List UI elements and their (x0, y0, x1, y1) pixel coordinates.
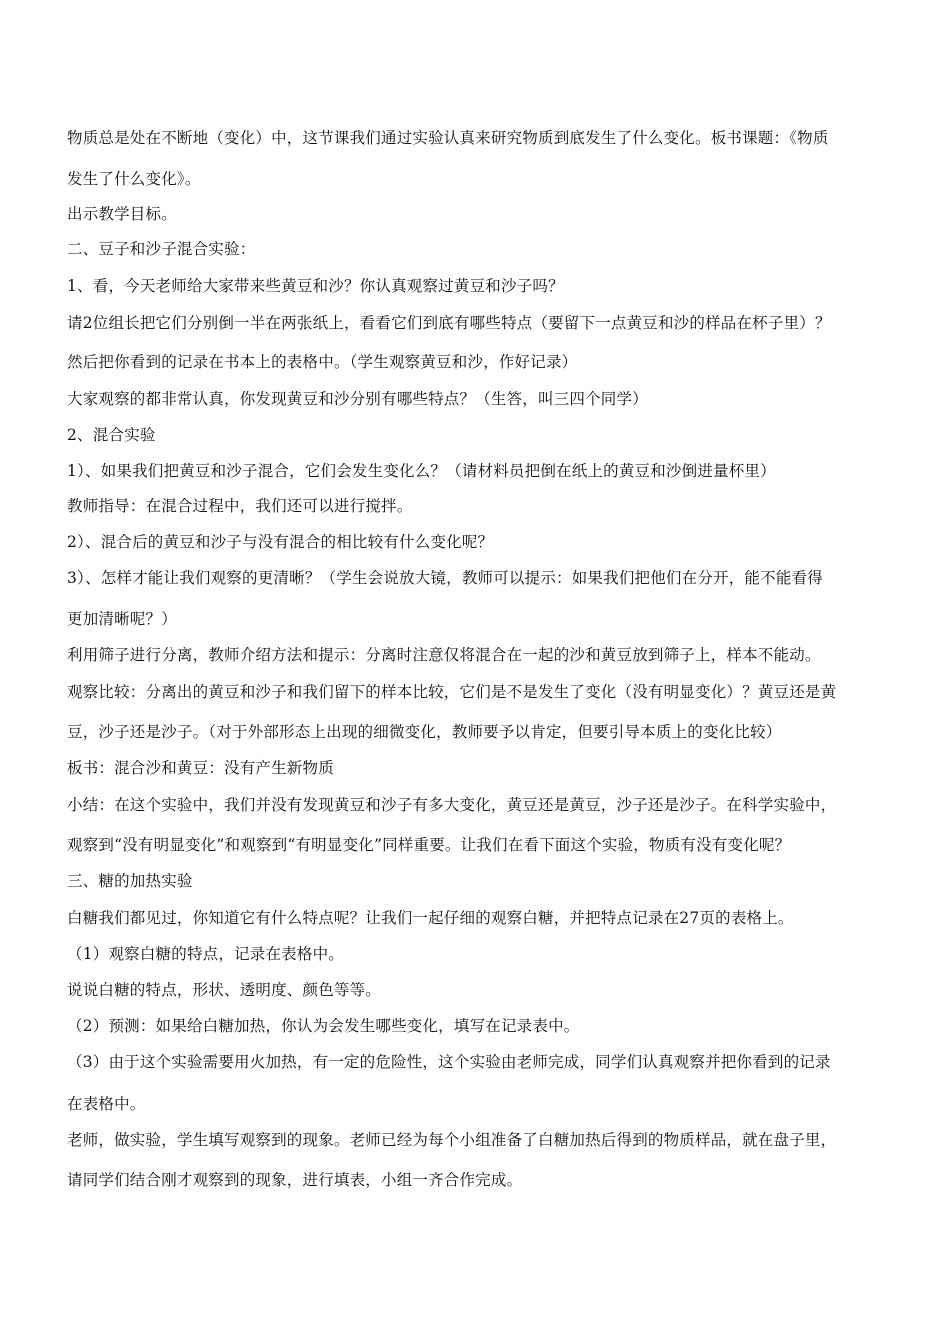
text-line-23: （1）观察白糖的特点，记录在表格中。 (67, 945, 344, 963)
text-line-10: 1）、如果我们把黄豆和沙子混合，它们会发生变化么？（请材料员把倒在纸上的黄豆和沙倒进量杯里） (67, 462, 776, 480)
subsection-heading-mixing: 2、混合实验 (67, 426, 156, 444)
text-line-2: 发生了什么变化》。 (67, 170, 201, 188)
text-line-8: 大家观察的都非常认真，你发现黄豆和沙分别有哪些特点？（生答，叫三四个同学） (67, 390, 648, 408)
text-line-6: 请2位组长把它们分别倒一半在两张纸上，看看它们到底有哪些特点（要留下一点黄豆和沙的样品在杯子里）？ (67, 314, 831, 332)
text-line-24: 说说白糖的特点，形状、透明度、颜色等等。 (67, 981, 382, 999)
text-line-12: 2）、混合后的黄豆和沙子与没有混合的相比较有什么变化呢？ (67, 533, 494, 551)
text-line-3: 出示教学目标。 (67, 205, 177, 223)
section-heading-beans-sand: 二、豆子和沙子混合实验： (67, 240, 256, 258)
text-line-29: 请同学们结合刚才观察到的现象，进行填表，小组一齐合作完成。 (67, 1171, 523, 1189)
section-heading-sugar-heating: 三、糖的加热实验 (67, 872, 193, 890)
text-line-13: 3）、怎样才能让我们观察的更清晰？（学生会说放大镜，教师可以提示：如果我们把他们在分开，能不能看得 (67, 569, 823, 587)
text-line-5: 1、看，今天老师给大家带来些黄豆和沙？你认真观察过黄豆和沙子吗？ (67, 277, 564, 295)
text-line-16: 观察比较：分离出的黄豆和沙子和我们留下的样本比较，它们是不是发生了变化（没有明显变化）？黄豆还是黄 (67, 683, 837, 701)
text-line-1: 物质总是处在不断地（变化）中，这节课我们通过实验认真来研究物质到底发生了什么变化。板书课题：《物质 (67, 129, 829, 147)
text-line-28: 老师，做实验，学生填写观察到的现象。老师已经为每个小组准备了白糖加热后得到的物质样品，就在盘子里， (67, 1131, 837, 1149)
text-line-15: 利用筛子进行分离，教师介绍方法和提示：分离时注意仅将混合在一起的沙和黄豆放到筛子上，样本不能动。 (67, 646, 821, 664)
text-line-18: 板书：混合沙和黄豆：没有产生新物质 (67, 759, 334, 777)
text-line-14: 更加清晰呢？） (67, 610, 177, 628)
text-line-7: 然后把你看到的记录在书本上的表格中。（学生观察黄豆和沙，作好记录） (67, 353, 578, 371)
text-line-20: 观察到“没有明显变化”和观察到“有明显变化”同样重要。让我们在看下面这个实验，物质有没有变化呢？ (67, 836, 791, 854)
text-line-17: 豆，沙子还是沙子。（对于外部形态上出现的细微变化，教师要予以肯定，但要引导本质上的变化比较） (67, 723, 782, 741)
text-line-22: 白糖我们都见过，你知道它有什么特点呢？让我们一起仔细的观察白糖，并把特点记录在27页的表格上。 (67, 909, 794, 927)
text-line-26: （3）由于这个实验需要用火加热，有一定的危险性，这个实验由老师完成，同学们认真观察并把你看到的记录 (67, 1053, 831, 1071)
text-line-27: 在表格中。 (67, 1095, 146, 1113)
text-line-25: （2）预测：如果给白糖加热，你认为会发生哪些变化，填写在记录表中。 (67, 1017, 580, 1035)
text-line-11: 教师指导：在混合过程中，我们还可以进行搅拌。 (67, 497, 413, 515)
text-line-19: 小结：在这个实验中，我们并没有发现黄豆和沙子有多大变化，黄豆还是黄豆，沙子还是沙子。在科学实验中， (67, 796, 837, 814)
